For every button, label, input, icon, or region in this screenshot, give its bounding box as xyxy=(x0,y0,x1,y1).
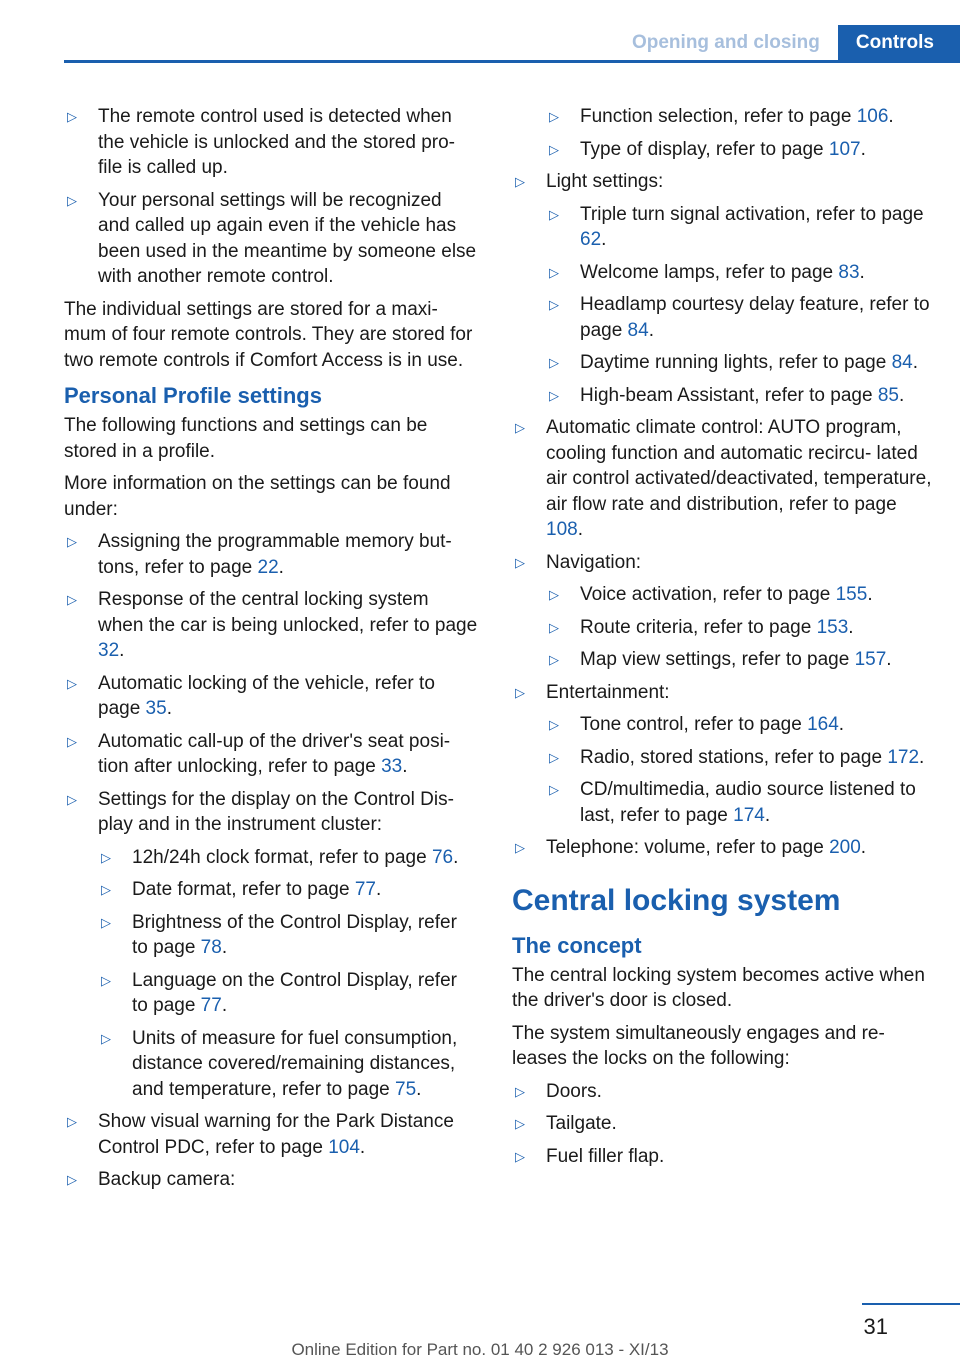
triangle-bullet-icon: ▷ xyxy=(549,355,559,370)
page-number: 31 xyxy=(863,1314,888,1339)
list-item: ▷ Route criteria, refer to page 153. xyxy=(546,615,932,641)
list-item: ▷ Tailgate. xyxy=(512,1111,932,1137)
list-item: ▷ The remote control used is detected when the vehicle is unlocked and the stored pro- file is called up. xyxy=(67,106,455,178)
triangle-bullet-icon: ▷ xyxy=(549,782,559,797)
list-item: ▷ Telephone: volume, refer to page 200. xyxy=(512,835,932,861)
triangle-bullet-icon: ▷ xyxy=(67,1172,77,1187)
triangle-bullet-icon: ▷ xyxy=(515,554,525,570)
profile-settings-list xyxy=(64,529,478,1193)
paragraph-more-info: More information on the settings can be found under: xyxy=(64,473,451,520)
page-link[interactable]: 84 xyxy=(627,319,649,341)
triangle-bullet-icon: ▷ xyxy=(549,109,559,124)
triangle-bullet-icon: ▷ xyxy=(101,972,111,988)
triangle-bullet-icon: ▷ xyxy=(67,1114,77,1129)
triangle-bullet-icon: ▷ xyxy=(515,174,525,189)
page-link[interactable]: 78 xyxy=(200,937,222,958)
list-item: ▷ Radio, stored stations, refer to page 172. xyxy=(546,745,932,771)
page-link[interactable]: 155 xyxy=(835,584,868,605)
heading-central-locking: Central locking system xyxy=(512,883,841,917)
page-link[interactable]: 172 xyxy=(887,746,920,768)
paragraph-engages: The system simultaneously engages and re- leases the locks on the following: xyxy=(512,1022,885,1069)
heading-concept: The concept xyxy=(512,932,642,958)
chapter-tab[interactable]: Controls xyxy=(838,25,960,60)
triangle-bullet-icon: ▷ xyxy=(549,206,559,222)
page-link[interactable]: 75 xyxy=(395,1078,417,1100)
list-item: ▷ Map view settings, refer to page 157. xyxy=(546,647,932,673)
header-rule xyxy=(64,60,960,63)
triangle-bullet-icon: ▷ xyxy=(67,109,77,124)
triangle-bullet-icon: ▷ xyxy=(549,587,559,602)
paragraph-stored: The individual settings are stored for a maxi- mum of four remote controls. They are stored for two remote controls if Comfort Access is in use. xyxy=(64,298,473,371)
list-item: ▷ Welcome lamps, refer to page 83. xyxy=(546,260,932,286)
triangle-bullet-icon: ▷ xyxy=(549,717,559,732)
triangle-bullet-icon: ▷ xyxy=(549,264,559,280)
profile-settings-list-continued xyxy=(512,104,932,861)
page-link[interactable]: 77 xyxy=(200,995,222,1016)
edition-footer: Online Edition for Part no. 01 40 2 926 013 - XI/13 xyxy=(291,1340,669,1359)
page-link[interactable]: 62 xyxy=(580,229,602,250)
triangle-bullet-icon: ▷ xyxy=(515,1083,525,1099)
list-item: ▷ Units of measure for fuel consumption, distance covered/remaining distances, and temperature, refer to page 75. xyxy=(101,1027,458,1100)
list-item: ▷ 12h/24h clock format, refer to page 76. xyxy=(98,845,478,871)
page-link[interactable]: 85 xyxy=(877,384,899,406)
page-link[interactable]: 200 xyxy=(829,837,861,858)
list-item: ▷ Navigation: xyxy=(512,550,932,576)
page-link[interactable]: 35 xyxy=(145,698,167,719)
list-item: ▷ Date format, refer to page 77. xyxy=(98,877,478,903)
triangle-bullet-icon: ▷ xyxy=(101,914,111,930)
triangle-bullet-icon: ▷ xyxy=(101,849,111,865)
page-link[interactable]: 153 xyxy=(816,616,849,638)
page-link[interactable]: 84 xyxy=(891,352,913,373)
list-item: ▷ Show visual warning for the Park Distance Control PDC, refer to page 104. xyxy=(67,1111,454,1158)
triangle-bullet-icon: ▷ xyxy=(515,1148,525,1164)
page-link[interactable]: 174 xyxy=(733,804,765,826)
list-item: ▷ Settings for the display on the Control Dis- play and in the instrument cluster: ▷ 12h/24h clock format, refer to page 76. ▷ Date format, refer to page 77. ▷ Brightness of the Control Display, refer to page 78. ▷ Language on the Control Display, refer to page 77. ▷ Units of measure for fuel consumption, distance covered/remaining distances, and temperature, refer to page 75. xyxy=(64,787,478,1103)
triangle-bullet-icon: ▷ xyxy=(549,619,559,635)
paragraph-functions: The following functions and settings can be stored in a profile. xyxy=(64,415,428,462)
triangle-bullet-icon: ▷ xyxy=(549,297,559,312)
list-item: ▷ Language on the Control Display, refer to page 77. xyxy=(101,969,457,1016)
left-column xyxy=(64,104,478,1200)
list-item: ▷ Entertainment: xyxy=(512,680,932,706)
heading-personal-profile: Personal Profile settings xyxy=(64,383,322,408)
page-link[interactable]: 157 xyxy=(854,649,887,670)
page-link[interactable]: 32 xyxy=(98,640,120,661)
page-link[interactable]: 107 xyxy=(828,138,861,160)
section-tab[interactable]: Opening and closing xyxy=(631,32,820,53)
triangle-bullet-icon: ▷ xyxy=(515,840,525,855)
list-item: ▷ Tone control, refer to page 164. xyxy=(546,712,932,738)
list-item: ▷ Assigning the programmable memory but- tons, refer to page 22. xyxy=(67,531,452,578)
list-item: ▷ CD/multimedia, audio source listened to last, refer to page 174. xyxy=(549,779,916,826)
page-link[interactable]: 164 xyxy=(807,714,839,735)
triangle-bullet-icon: ▷ xyxy=(101,1030,111,1046)
list-item: ▷ Automatic climate control: AUTO program, cooling function and automatic recircu- lated air control activated/deactivated, temperature, air flow rate and distribution, refer to page 108. xyxy=(515,417,932,540)
footer-rule xyxy=(862,1303,960,1305)
triangle-bullet-icon: ▷ xyxy=(515,420,525,435)
page-link[interactable]: 104 xyxy=(328,1136,360,1158)
page-link[interactable]: 77 xyxy=(354,879,376,900)
list-item: ▷ Response of the central locking system when the car is being unlocked, refer to page 32. xyxy=(67,589,478,661)
triangle-bullet-icon: ▷ xyxy=(67,192,77,208)
list-item: ▷ Voice activation, refer to page 155. xyxy=(546,582,932,608)
page-link[interactable]: 108 xyxy=(546,519,578,540)
page-link[interactable]: 22 xyxy=(257,556,279,578)
triangle-bullet-icon: ▷ xyxy=(67,791,77,807)
list-item: ▷ Automatic locking of the vehicle, refer to page 35. xyxy=(67,672,435,719)
list-item: ▷ Daytime running lights, refer to page 84. xyxy=(546,350,932,376)
page-link[interactable]: 83 xyxy=(838,261,860,283)
list-item: ▷ Headlamp courtesy delay feature, refer to page 84. xyxy=(549,294,930,341)
triangle-bullet-icon: ▷ xyxy=(67,592,77,607)
intro-list xyxy=(64,104,478,290)
page-link[interactable]: 33 xyxy=(381,756,403,777)
triangle-bullet-icon: ▷ xyxy=(515,1116,525,1131)
list-item: ▷ Automatic call-up of the driver's seat posi- tion after unlocking, refer to page 33. xyxy=(67,730,451,777)
sub-list xyxy=(98,845,478,1103)
list-item: ▷ Type of display, refer to page 107. xyxy=(546,137,932,163)
list-item: ▷ Light settings: xyxy=(512,169,932,195)
list-item: ▷ Triple turn signal activation, refer to page 62. xyxy=(549,203,924,250)
triangle-bullet-icon: ▷ xyxy=(549,141,559,157)
page-link[interactable]: 76 xyxy=(431,846,454,868)
list-item: ▷ Your personal settings will be recognized and called up again even if the vehicle has been used in the meantime by someone else with another remote control. xyxy=(67,189,477,287)
right-column xyxy=(512,104,932,1176)
list-item: ▷ Backup camera: xyxy=(64,1167,478,1193)
list-item: ▷ High-beam Assistant, refer to page 85. xyxy=(546,383,932,409)
triangle-bullet-icon: ▷ xyxy=(67,675,77,691)
list-item: ▷ Brightness of the Control Display, refer to page 78. xyxy=(101,911,457,958)
triangle-bullet-icon: ▷ xyxy=(101,882,111,897)
triangle-bullet-icon: ▷ xyxy=(515,684,525,700)
triangle-bullet-icon: ▷ xyxy=(549,749,559,765)
page-link[interactable]: 106 xyxy=(856,106,889,127)
triangle-bullet-icon: ▷ xyxy=(67,733,77,749)
triangle-bullet-icon: ▷ xyxy=(549,387,559,403)
triangle-bullet-icon: ▷ xyxy=(549,652,559,667)
header-tabs xyxy=(614,25,960,60)
triangle-bullet-icon: ▷ xyxy=(67,534,77,549)
locks-list xyxy=(512,1079,932,1170)
list-item: ▷ Fuel filler flap. xyxy=(512,1144,932,1170)
list-item: ▷ Function selection, refer to page 106. xyxy=(546,104,932,130)
paragraph-active: The central locking system becomes active when the driver's door is closed. xyxy=(512,964,925,1011)
list-item: ▷ Doors. xyxy=(512,1079,932,1105)
